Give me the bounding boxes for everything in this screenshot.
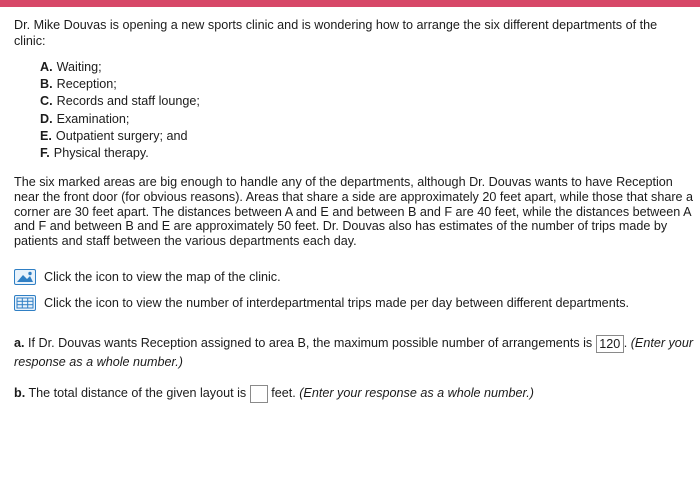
question-b-text: The total distance of the given layout is [28, 386, 247, 400]
list-item-label: Examination; [56, 111, 130, 126]
list-item-letter: C. [40, 94, 53, 109]
question-a-label: a. [14, 336, 25, 350]
answer-a-input[interactable]: 120 [596, 335, 624, 353]
clinic-map-link-text[interactable]: Click the icon to view the map of the clinic. [44, 270, 281, 284]
list-item-letter: A. [40, 60, 53, 74]
top-accent-bar [0, 0, 700, 7]
list-item [40, 93, 200, 110]
problem-intro: Dr. Mike Douvas is opening a new sports clinic and is wondering how to arrange the six different departments of the clinic: [14, 18, 658, 48]
question-b [14, 384, 694, 403]
answer-b-input[interactable] [250, 385, 268, 403]
list-item [40, 128, 200, 145]
list-item-letter: F. [40, 145, 50, 160]
clinic-map-link[interactable] [14, 268, 281, 286]
question-b-hint: (Enter your response as a whole number.) [299, 386, 534, 400]
list-item [40, 76, 200, 93]
list-item-label: Waiting; [56, 60, 102, 74]
list-item-letter: E. [40, 128, 52, 143]
list-item-letter: B. [40, 77, 53, 92]
list-item-letter: D. [40, 111, 53, 126]
question-a-hint: (Enter your response as a whole number.) [14, 336, 694, 369]
trips-table-link[interactable] [14, 294, 629, 312]
list-item [40, 145, 200, 162]
list-item-label: Outpatient surgery; and [55, 128, 188, 143]
list-item-label: Physical therapy. [53, 145, 149, 160]
table-icon[interactable] [14, 295, 36, 311]
list-item [40, 111, 200, 128]
question-a [14, 334, 694, 372]
question-b-label: b. [14, 386, 26, 400]
list-item-label: Reception; [56, 77, 117, 92]
list-item-label: Records and staff lounge; [56, 94, 200, 109]
list-item [40, 59, 200, 76]
question-b-unit: feet. [271, 386, 296, 400]
department-list [40, 59, 200, 162]
question-a-text: If Dr. Douvas wants Reception assigned to area B, the maximum possible number of arrangements is [28, 336, 593, 350]
problem-description: The six marked areas are big enough to handle any of the departments, although Dr. Douvas wants to have Reception near the front door (for obvious reasons). Areas that share a side are approximately 20 feet apart, while those that share a corner are 30 feet apart. The distances between A and E and between B and F are 40 feet, while the distances between A and F and between B and E are approximately 50 feet. Dr. Douvas also has estimates of the number of trips made by patients and staff between the various departments each day. [14, 175, 694, 249]
question-a-period: . [623, 336, 628, 350]
trips-table-link-text[interactable]: Click the icon to view the number of interdepartmental trips made per day between different departments. [44, 296, 629, 310]
image-icon[interactable] [14, 269, 36, 285]
